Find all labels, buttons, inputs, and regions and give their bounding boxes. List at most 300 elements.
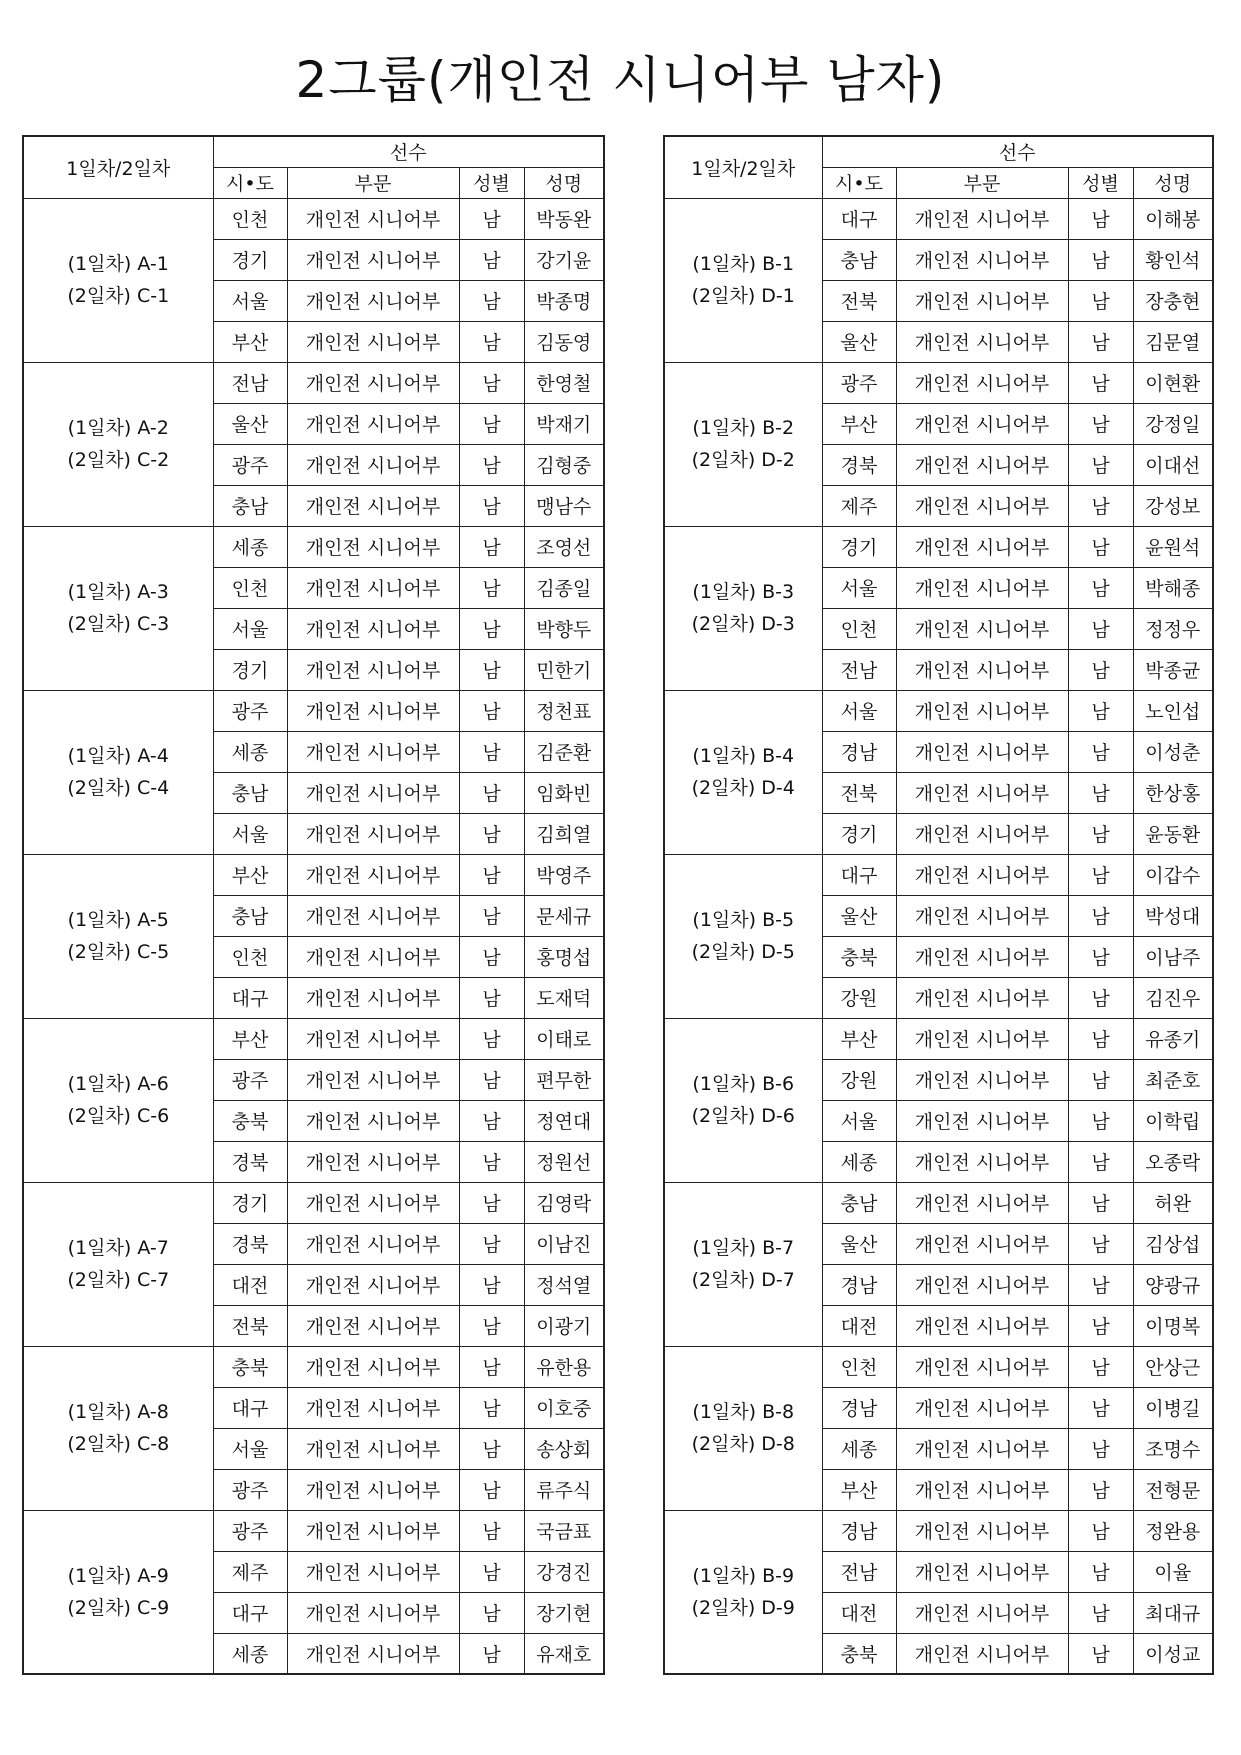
- region-cell: 대구: [213, 1592, 287, 1633]
- gender-cell: 남: [459, 485, 524, 526]
- gender-cell: 남: [1068, 1018, 1133, 1059]
- gender-cell: 남: [459, 1141, 524, 1182]
- region-cell: 대구: [213, 977, 287, 1018]
- header-player: 선수: [213, 136, 604, 167]
- gender-cell: 남: [1068, 1387, 1133, 1428]
- division-cell: 개인전 시니어부: [896, 198, 1068, 239]
- name-cell: 윤동환: [1133, 813, 1213, 854]
- name-cell: 윤원석: [1133, 526, 1213, 567]
- division-cell: 개인전 시니어부: [287, 1182, 459, 1223]
- gender-cell: 남: [1068, 403, 1133, 444]
- division-cell: 개인전 시니어부: [896, 567, 1068, 608]
- division-cell: 개인전 시니어부: [896, 731, 1068, 772]
- day1-label: (1일차) B-8: [692, 1401, 795, 1423]
- gender-cell: 남: [459, 198, 524, 239]
- name-cell: 정정우: [1133, 608, 1213, 649]
- division-cell: 개인전 시니어부: [287, 772, 459, 813]
- gender-cell: 남: [459, 772, 524, 813]
- division-cell: 개인전 시니어부: [896, 1387, 1068, 1428]
- region-cell: 전북: [822, 280, 896, 321]
- region-cell: 경남: [822, 1264, 896, 1305]
- day2-label: (2일차) D-2: [691, 449, 795, 471]
- name-cell: 박향두: [524, 608, 604, 649]
- region-cell: 충남: [213, 895, 287, 936]
- division-cell: 개인전 시니어부: [287, 690, 459, 731]
- gender-cell: 남: [1068, 1141, 1133, 1182]
- region-cell: 대구: [822, 854, 896, 895]
- name-cell: 박재기: [524, 403, 604, 444]
- region-cell: 충남: [213, 772, 287, 813]
- gender-cell: 남: [1068, 198, 1133, 239]
- region-cell: 충남: [822, 239, 896, 280]
- division-cell: 개인전 시니어부: [287, 444, 459, 485]
- name-cell: 박동완: [524, 198, 604, 239]
- day2-label: (2일차) D-3: [691, 613, 795, 635]
- name-cell: 김준환: [524, 731, 604, 772]
- round-cell: [23, 362, 213, 526]
- division-cell: 개인전 시니어부: [287, 1100, 459, 1141]
- region-cell: 울산: [213, 403, 287, 444]
- gender-cell: 남: [1068, 813, 1133, 854]
- day2-label: (2일차) D-4: [691, 777, 795, 799]
- header-player: 선수: [822, 136, 1213, 167]
- gender-cell: 남: [1068, 731, 1133, 772]
- division-cell: 개인전 시니어부: [287, 936, 459, 977]
- division-cell: 개인전 시니어부: [896, 444, 1068, 485]
- round-cell: [664, 1510, 822, 1674]
- region-cell: 대구: [213, 1387, 287, 1428]
- division-cell: 개인전 시니어부: [896, 690, 1068, 731]
- gender-cell: 남: [459, 1182, 524, 1223]
- day1-label: (1일차) A-1: [67, 253, 169, 275]
- name-cell: 강성보: [1133, 485, 1213, 526]
- division-cell: 개인전 시니어부: [896, 1592, 1068, 1633]
- division-cell: 개인전 시니어부: [896, 403, 1068, 444]
- division-cell: 개인전 시니어부: [287, 977, 459, 1018]
- region-cell: 세종: [822, 1141, 896, 1182]
- gender-cell: 남: [459, 1223, 524, 1264]
- division-cell: 개인전 시니어부: [287, 608, 459, 649]
- division-cell: 개인전 시니어부: [287, 1141, 459, 1182]
- header-gender: 성별: [1068, 167, 1133, 198]
- page-title: 2그룹(개인전 시니어부 남자): [295, 51, 946, 109]
- region-cell: 광주: [822, 362, 896, 403]
- gender-cell: 남: [1068, 1305, 1133, 1346]
- table-row: [664, 198, 1213, 239]
- gender-cell: 남: [459, 813, 524, 854]
- division-cell: 개인전 시니어부: [896, 1428, 1068, 1469]
- region-cell: 부산: [822, 1018, 896, 1059]
- table-row: [23, 198, 604, 239]
- header-round: 1일차/2일차: [23, 136, 213, 198]
- gender-cell: 남: [1068, 854, 1133, 895]
- division-cell: 개인전 시니어부: [896, 1510, 1068, 1551]
- name-cell: 이남주: [1133, 936, 1213, 977]
- region-cell: 경남: [822, 731, 896, 772]
- table-row: [23, 854, 604, 895]
- name-cell: 이성교: [1133, 1633, 1213, 1674]
- name-cell: 조영선: [524, 526, 604, 567]
- name-cell: 정연대: [524, 1100, 604, 1141]
- division-cell: 개인전 시니어부: [896, 1018, 1068, 1059]
- round-cell: [23, 690, 213, 854]
- name-cell: 정천표: [524, 690, 604, 731]
- day2-label: (2일차) C-7: [67, 1269, 170, 1291]
- region-cell: 서울: [822, 567, 896, 608]
- division-cell: 개인전 시니어부: [896, 321, 1068, 362]
- day2-label: (2일차) D-1: [691, 285, 795, 307]
- name-cell: 박종명: [524, 280, 604, 321]
- name-cell: 허완: [1133, 1182, 1213, 1223]
- division-cell: 개인전 시니어부: [287, 1346, 459, 1387]
- name-cell: 노인섭: [1133, 690, 1213, 731]
- name-cell: 전형문: [1133, 1469, 1213, 1510]
- gender-cell: 남: [1068, 895, 1133, 936]
- name-cell: 박해종: [1133, 567, 1213, 608]
- name-cell: 박영주: [524, 854, 604, 895]
- table-row: [664, 1182, 1213, 1223]
- region-cell: 제주: [822, 485, 896, 526]
- division-cell: 개인전 시니어부: [896, 362, 1068, 403]
- name-cell: 한상홍: [1133, 772, 1213, 813]
- round-cell: [23, 1018, 213, 1182]
- gender-cell: 남: [1068, 1428, 1133, 1469]
- name-cell: 최대규: [1133, 1592, 1213, 1633]
- region-cell: 인천: [213, 936, 287, 977]
- round-cell: [664, 1182, 822, 1346]
- region-cell: 충북: [822, 936, 896, 977]
- division-cell: 개인전 시니어부: [896, 854, 1068, 895]
- gender-cell: 남: [459, 444, 524, 485]
- region-cell: 울산: [822, 1223, 896, 1264]
- day2-label: (2일차) D-7: [691, 1269, 795, 1291]
- gender-cell: 남: [1068, 321, 1133, 362]
- name-cell: 이호중: [524, 1387, 604, 1428]
- region-cell: 광주: [213, 444, 287, 485]
- gender-cell: 남: [1068, 362, 1133, 403]
- gender-cell: 남: [459, 731, 524, 772]
- round-cell: [664, 198, 822, 362]
- name-cell: 이대선: [1133, 444, 1213, 485]
- day2-label: (2일차) D-5: [691, 941, 795, 963]
- day1-label: (1일차) A-3: [67, 581, 169, 603]
- gender-cell: 남: [459, 239, 524, 280]
- name-cell: 황인석: [1133, 239, 1213, 280]
- division-cell: 개인전 시니어부: [287, 813, 459, 854]
- region-cell: 대전: [822, 1592, 896, 1633]
- name-cell: 이남진: [524, 1223, 604, 1264]
- division-cell: 개인전 시니어부: [287, 1469, 459, 1510]
- division-cell: 개인전 시니어부: [287, 239, 459, 280]
- division-cell: 개인전 시니어부: [287, 1223, 459, 1264]
- name-cell: 국금표: [524, 1510, 604, 1551]
- day1-label: (1일차) B-3: [692, 581, 795, 603]
- gender-cell: 남: [1068, 977, 1133, 1018]
- name-cell: 이태로: [524, 1018, 604, 1059]
- header-name: 성명: [524, 167, 604, 198]
- table-row: [23, 1346, 604, 1387]
- region-cell: 부산: [213, 1018, 287, 1059]
- gender-cell: 남: [459, 1264, 524, 1305]
- division-cell: 개인전 시니어부: [287, 1059, 459, 1100]
- name-cell: 김상섭: [1133, 1223, 1213, 1264]
- division-cell: 개인전 시니어부: [896, 1223, 1068, 1264]
- round-cell: [23, 526, 213, 690]
- name-cell: 홍명섭: [524, 936, 604, 977]
- name-cell: 이병길: [1133, 1387, 1213, 1428]
- gender-cell: 남: [459, 1633, 524, 1674]
- name-cell: 박종균: [1133, 649, 1213, 690]
- day1-label: (1일차) B-1: [692, 253, 795, 275]
- day2-label: (2일차) C-3: [67, 613, 170, 635]
- division-cell: 개인전 시니어부: [896, 1551, 1068, 1592]
- gender-cell: 남: [1068, 1059, 1133, 1100]
- day2-label: (2일차) D-6: [691, 1105, 795, 1127]
- region-cell: 인천: [213, 198, 287, 239]
- round-cell: [664, 854, 822, 1018]
- division-cell: 개인전 시니어부: [896, 608, 1068, 649]
- region-cell: 경기: [213, 649, 287, 690]
- division-cell: 개인전 시니어부: [896, 1100, 1068, 1141]
- day2-label: (2일차) D-8: [691, 1433, 795, 1455]
- day1-label: (1일차) B-7: [692, 1237, 795, 1259]
- name-cell: 오종락: [1133, 1141, 1213, 1182]
- round-cell: [23, 854, 213, 1018]
- day1-label: (1일차) A-7: [67, 1237, 169, 1259]
- gender-cell: 남: [459, 1100, 524, 1141]
- gender-cell: 남: [459, 1059, 524, 1100]
- header-region: 시•도: [822, 167, 896, 198]
- day2-label: (2일차) C-6: [67, 1105, 170, 1127]
- division-cell: 개인전 시니어부: [287, 403, 459, 444]
- gender-cell: 남: [459, 936, 524, 977]
- name-cell: 김영락: [524, 1182, 604, 1223]
- region-cell: 경기: [822, 526, 896, 567]
- name-cell: 정원선: [524, 1141, 604, 1182]
- day2-label: (2일차) C-5: [67, 941, 170, 963]
- division-cell: 개인전 시니어부: [896, 1182, 1068, 1223]
- division-cell: 개인전 시니어부: [896, 1264, 1068, 1305]
- division-cell: 개인전 시니어부: [287, 895, 459, 936]
- division-cell: 개인전 시니어부: [287, 567, 459, 608]
- region-cell: 서울: [822, 1100, 896, 1141]
- division-cell: 개인전 시니어부: [287, 1633, 459, 1674]
- region-cell: 경남: [822, 1510, 896, 1551]
- name-cell: 편무한: [524, 1059, 604, 1100]
- division-cell: 개인전 시니어부: [896, 1469, 1068, 1510]
- day1-label: (1일차) B-5: [692, 909, 795, 931]
- division-cell: 개인전 시니어부: [896, 280, 1068, 321]
- region-cell: 부산: [213, 854, 287, 895]
- region-cell: 부산: [213, 321, 287, 362]
- division-cell: 개인전 시니어부: [896, 649, 1068, 690]
- division-cell: 개인전 시니어부: [287, 649, 459, 690]
- schedule-table-right: [663, 135, 1214, 1675]
- day2-label: (2일차) D-9: [691, 1596, 795, 1619]
- gender-cell: 남: [1068, 1223, 1133, 1264]
- division-cell: 개인전 시니어부: [287, 1510, 459, 1551]
- gender-cell: 남: [459, 362, 524, 403]
- gender-cell: 남: [1068, 1469, 1133, 1510]
- region-cell: 세종: [213, 1633, 287, 1674]
- gender-cell: 남: [459, 1510, 524, 1551]
- region-cell: 경남: [822, 1387, 896, 1428]
- region-cell: 전남: [822, 1551, 896, 1592]
- name-cell: 맹남수: [524, 485, 604, 526]
- name-cell: 이해봉: [1133, 198, 1213, 239]
- division-cell: 개인전 시니어부: [896, 895, 1068, 936]
- region-cell: 대전: [822, 1305, 896, 1346]
- table-row: [664, 1346, 1213, 1387]
- region-cell: 제주: [213, 1551, 287, 1592]
- day1-label: (1일차) A-8: [67, 1401, 169, 1423]
- gender-cell: 남: [1068, 1510, 1133, 1551]
- gender-cell: 남: [1068, 280, 1133, 321]
- region-cell: 부산: [822, 403, 896, 444]
- region-cell: 광주: [213, 690, 287, 731]
- name-cell: 김동영: [524, 321, 604, 362]
- gender-cell: 남: [1068, 1264, 1133, 1305]
- gender-cell: 남: [459, 649, 524, 690]
- table-row: [23, 690, 604, 731]
- name-cell: 박성대: [1133, 895, 1213, 936]
- gender-cell: 남: [1068, 1633, 1133, 1674]
- gender-cell: 남: [459, 895, 524, 936]
- region-cell: 부산: [822, 1469, 896, 1510]
- division-cell: 개인전 시니어부: [896, 1059, 1068, 1100]
- gender-cell: 남: [1068, 1100, 1133, 1141]
- name-cell: 정석열: [524, 1264, 604, 1305]
- gender-cell: 남: [459, 1387, 524, 1428]
- gender-cell: 남: [459, 321, 524, 362]
- division-cell: 개인전 시니어부: [896, 936, 1068, 977]
- region-cell: 광주: [213, 1469, 287, 1510]
- gender-cell: 남: [459, 1346, 524, 1387]
- division-cell: 개인전 시니어부: [287, 854, 459, 895]
- header-gender: 성별: [459, 167, 524, 198]
- day1-label: (1일차) A-2: [67, 417, 169, 439]
- region-cell: 광주: [213, 1510, 287, 1551]
- region-cell: 서울: [822, 690, 896, 731]
- gender-cell: 남: [459, 1305, 524, 1346]
- gender-cell: 남: [459, 977, 524, 1018]
- header-name: 성명: [1133, 167, 1213, 198]
- gender-cell: 남: [1068, 1551, 1133, 1592]
- gender-cell: 남: [459, 1592, 524, 1633]
- region-cell: 충남: [822, 1182, 896, 1223]
- region-cell: 세종: [822, 1428, 896, 1469]
- name-cell: 장충현: [1133, 280, 1213, 321]
- region-cell: 전남: [213, 362, 287, 403]
- name-cell: 류주식: [524, 1469, 604, 1510]
- gender-cell: 남: [459, 403, 524, 444]
- name-cell: 강정일: [1133, 403, 1213, 444]
- gender-cell: 남: [459, 1428, 524, 1469]
- schedule-table-left: [22, 135, 605, 1675]
- division-cell: 개인전 시니어부: [287, 280, 459, 321]
- region-cell: 세종: [213, 526, 287, 567]
- table-row: [23, 1510, 604, 1551]
- division-cell: 개인전 시니어부: [287, 1551, 459, 1592]
- table-row: [23, 1182, 604, 1223]
- table-row: [23, 526, 604, 567]
- day1-label: (1일차) A-4: [67, 745, 169, 767]
- gender-cell: 남: [1068, 485, 1133, 526]
- gender-cell: 남: [459, 1018, 524, 1059]
- day1-label: (1일차) A-6: [67, 1073, 169, 1095]
- name-cell: 민한기: [524, 649, 604, 690]
- name-cell: 이현환: [1133, 362, 1213, 403]
- table-row: [23, 362, 604, 403]
- region-cell: 서울: [213, 608, 287, 649]
- name-cell: 정완용: [1133, 1510, 1213, 1551]
- table-row: [664, 526, 1213, 567]
- division-cell: 개인전 시니어부: [896, 239, 1068, 280]
- region-cell: 인천: [213, 567, 287, 608]
- name-cell: 강기윤: [524, 239, 604, 280]
- division-cell: 개인전 시니어부: [896, 1633, 1068, 1674]
- region-cell: 충남: [213, 485, 287, 526]
- name-cell: 이명복: [1133, 1305, 1213, 1346]
- gender-cell: 남: [1068, 936, 1133, 977]
- division-cell: 개인전 시니어부: [287, 731, 459, 772]
- name-cell: 이학립: [1133, 1100, 1213, 1141]
- round-cell: [664, 1018, 822, 1182]
- gender-cell: 남: [459, 690, 524, 731]
- header-round: 1일차/2일차: [664, 136, 822, 198]
- division-cell: 개인전 시니어부: [287, 321, 459, 362]
- name-cell: 김형중: [524, 444, 604, 485]
- division-cell: 개인전 시니어부: [287, 485, 459, 526]
- name-cell: 장기현: [524, 1592, 604, 1633]
- division-cell: 개인전 시니어부: [287, 1592, 459, 1633]
- round-cell: [664, 1346, 822, 1510]
- division-cell: 개인전 시니어부: [896, 772, 1068, 813]
- day1-label: (1일차) B-2: [692, 417, 795, 439]
- name-cell: 김종일: [524, 567, 604, 608]
- region-cell: 경기: [822, 813, 896, 854]
- gender-cell: 남: [1068, 608, 1133, 649]
- day2-label: (2일차) C-8: [67, 1433, 170, 1455]
- name-cell: 유재호: [524, 1633, 604, 1674]
- division-cell: 개인전 시니어부: [896, 526, 1068, 567]
- gender-cell: 남: [1068, 1592, 1133, 1633]
- name-cell: 강경진: [524, 1551, 604, 1592]
- round-cell: [664, 526, 822, 690]
- division-cell: 개인전 시니어부: [896, 977, 1068, 1018]
- division-cell: 개인전 시니어부: [287, 1264, 459, 1305]
- gender-cell: 남: [1068, 239, 1133, 280]
- region-cell: 울산: [822, 895, 896, 936]
- region-cell: 경북: [213, 1223, 287, 1264]
- division-cell: 개인전 시니어부: [896, 1346, 1068, 1387]
- gender-cell: 남: [459, 1469, 524, 1510]
- name-cell: 임화빈: [524, 772, 604, 813]
- table-row: [664, 854, 1213, 895]
- division-cell: 개인전 시니어부: [287, 362, 459, 403]
- name-cell: 안상근: [1133, 1346, 1213, 1387]
- region-cell: 충북: [822, 1633, 896, 1674]
- day2-label: (2일차) C-4: [67, 777, 170, 799]
- name-cell: 문세규: [524, 895, 604, 936]
- region-cell: 대구: [822, 198, 896, 239]
- region-cell: 서울: [213, 813, 287, 854]
- gender-cell: 남: [1068, 1182, 1133, 1223]
- name-cell: 송상회: [524, 1428, 604, 1469]
- header-division: 부문: [287, 167, 459, 198]
- division-cell: 개인전 시니어부: [287, 1387, 459, 1428]
- division-cell: 개인전 시니어부: [896, 485, 1068, 526]
